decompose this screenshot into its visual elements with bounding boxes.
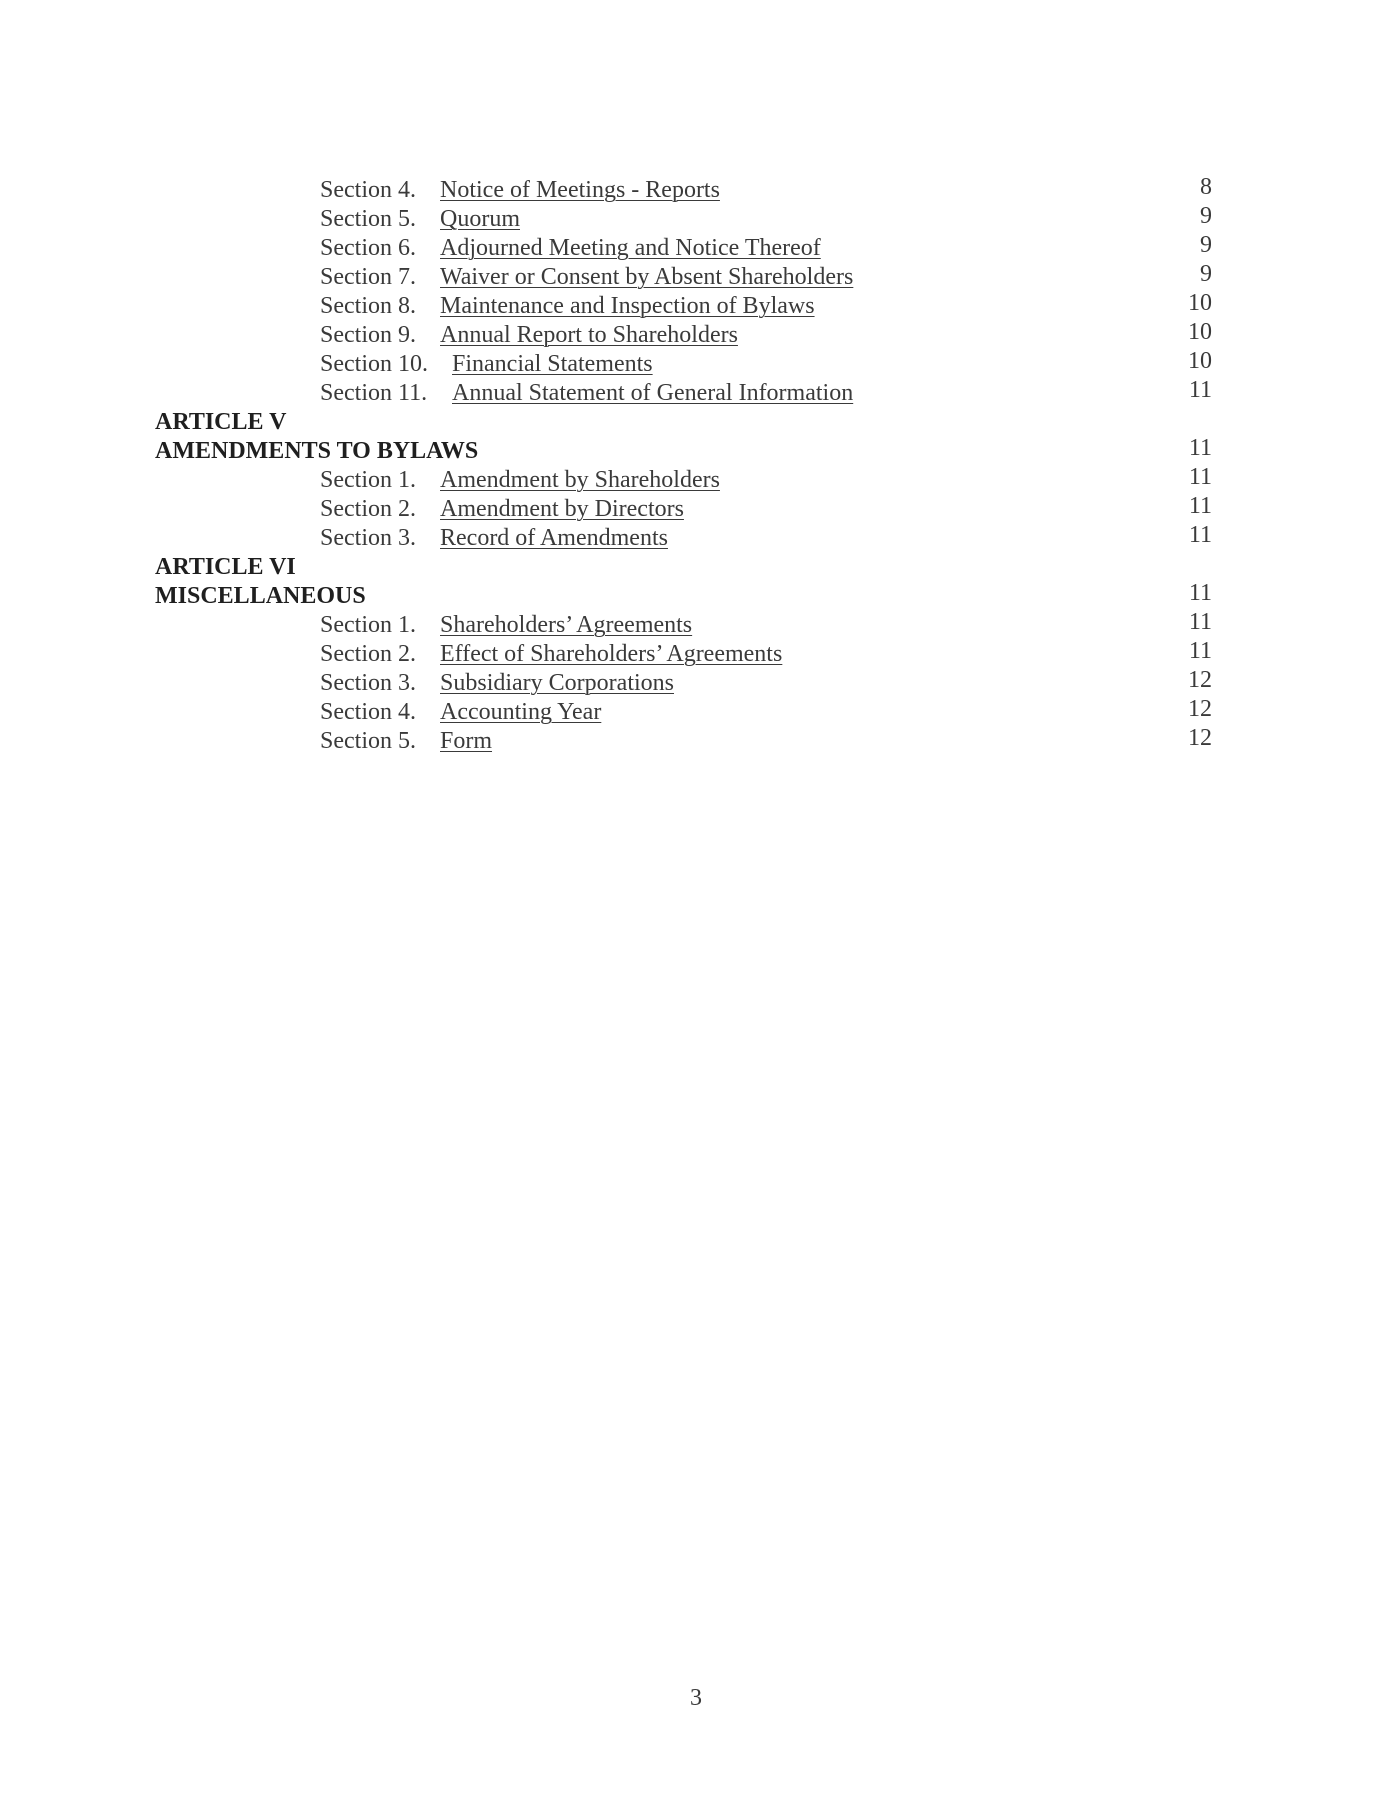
section-title-link[interactable]: Amendment by Shareholders [440, 467, 720, 493]
section-number-label: Section 5. [320, 728, 416, 754]
toc-page-number: 11 [1188, 377, 1212, 403]
toc-page-number: 11 [1188, 609, 1212, 635]
toc-page-number: 12 [1188, 667, 1212, 693]
section-title-link[interactable]: Financial Statements [452, 351, 653, 377]
toc-page-number: 11 [1188, 493, 1212, 519]
section-title-link[interactable]: Shareholders’ Agreements [440, 612, 693, 638]
section-title-link[interactable]: Effect of Shareholders’ Agreements [440, 641, 783, 667]
section-number-label: Section 6. [320, 235, 416, 261]
section-title-link[interactable]: Quorum [440, 206, 520, 232]
toc-section-entry[interactable] [155, 524, 1235, 553]
section-title-link[interactable]: Form [440, 728, 493, 754]
section-number-label: Section 1. [320, 467, 416, 493]
toc-section-entry[interactable] [155, 292, 1235, 321]
toc-section-entry[interactable] [155, 176, 1235, 205]
toc-section-entry[interactable] [155, 321, 1235, 350]
toc-page-number: 8 [1200, 174, 1212, 200]
toc-page-number: 9 [1200, 232, 1212, 258]
section-number-label: Section 3. [320, 525, 416, 551]
section-number-label: Section 4. [320, 699, 416, 725]
toc-article-heading [155, 553, 1235, 582]
section-number-label: Section 5. [320, 206, 416, 232]
toc-page-number: 10 [1188, 290, 1212, 316]
article-heading-text: ARTICLE VI [155, 554, 296, 580]
section-title-link[interactable]: Accounting Year [440, 699, 602, 725]
toc-section-entry[interactable] [155, 727, 1235, 756]
section-number-label: Section 9. [320, 322, 416, 348]
section-title-link[interactable]: Annual Statement of General Information [452, 380, 854, 406]
section-number-label: Section 8. [320, 293, 416, 319]
toc-page-number: 9 [1200, 203, 1212, 229]
toc-page-number: 11 [1188, 580, 1212, 606]
section-title-link[interactable]: Record of Amendments [440, 525, 668, 551]
toc-section-entry[interactable] [155, 205, 1235, 234]
toc-page-number: 12 [1188, 725, 1212, 751]
article-heading-text: AMENDMENTS TO BYLAWS [155, 438, 479, 464]
toc-page-number: 11 [1188, 638, 1212, 664]
toc-page-number: 11 [1188, 435, 1212, 461]
section-title-link[interactable]: Subsidiary Corporations [440, 670, 674, 696]
section-number-label: Section 3. [320, 670, 416, 696]
toc-page-number: 9 [1200, 261, 1212, 287]
section-number-label: Section 10. [320, 351, 428, 377]
section-number-label: Section 2. [320, 496, 416, 522]
toc-article-heading [155, 437, 1235, 466]
section-number-label: Section 11. [320, 380, 428, 406]
toc-article-heading [155, 582, 1235, 611]
section-number-label: Section 4. [320, 177, 416, 203]
toc-section-entry[interactable] [155, 234, 1235, 263]
toc-page-number: 11 [1188, 522, 1212, 548]
toc-page-number: 10 [1188, 348, 1212, 374]
section-title-link[interactable]: Maintenance and Inspection of Bylaws [440, 293, 815, 319]
toc-page-number: 11 [1188, 464, 1212, 490]
article-heading-text: ARTICLE V [155, 409, 287, 435]
page-number-footer: 3 [690, 1685, 702, 1711]
toc-section-entry[interactable] [155, 611, 1235, 640]
toc-section-entry[interactable] [155, 698, 1235, 727]
section-title-link[interactable]: Notice of Meetings - Reports [440, 177, 720, 203]
section-title-link[interactable]: Adjourned Meeting and Notice Thereof [440, 235, 821, 261]
toc-page-number: 10 [1188, 319, 1212, 345]
section-title-link[interactable]: Waiver or Consent by Absent Shareholders [440, 264, 854, 290]
section-title-link[interactable]: Amendment by Directors [440, 496, 684, 522]
table-of-contents [155, 176, 1235, 756]
section-number-label: Section 7. [320, 264, 416, 290]
toc-section-entry[interactable] [155, 495, 1235, 524]
section-number-label: Section 1. [320, 612, 416, 638]
toc-section-entry[interactable] [155, 263, 1235, 292]
toc-page-number: 12 [1188, 696, 1212, 722]
section-number-label: Section 2. [320, 641, 416, 667]
article-heading-text: MISCELLANEOUS [155, 583, 366, 609]
toc-section-entry[interactable] [155, 640, 1235, 669]
toc-section-entry[interactable] [155, 350, 1235, 379]
toc-section-entry[interactable] [155, 379, 1235, 408]
toc-section-entry[interactable] [155, 669, 1235, 698]
toc-section-entry[interactable] [155, 466, 1235, 495]
toc-article-heading [155, 408, 1235, 437]
section-title-link[interactable]: Annual Report to Shareholders [440, 322, 738, 348]
